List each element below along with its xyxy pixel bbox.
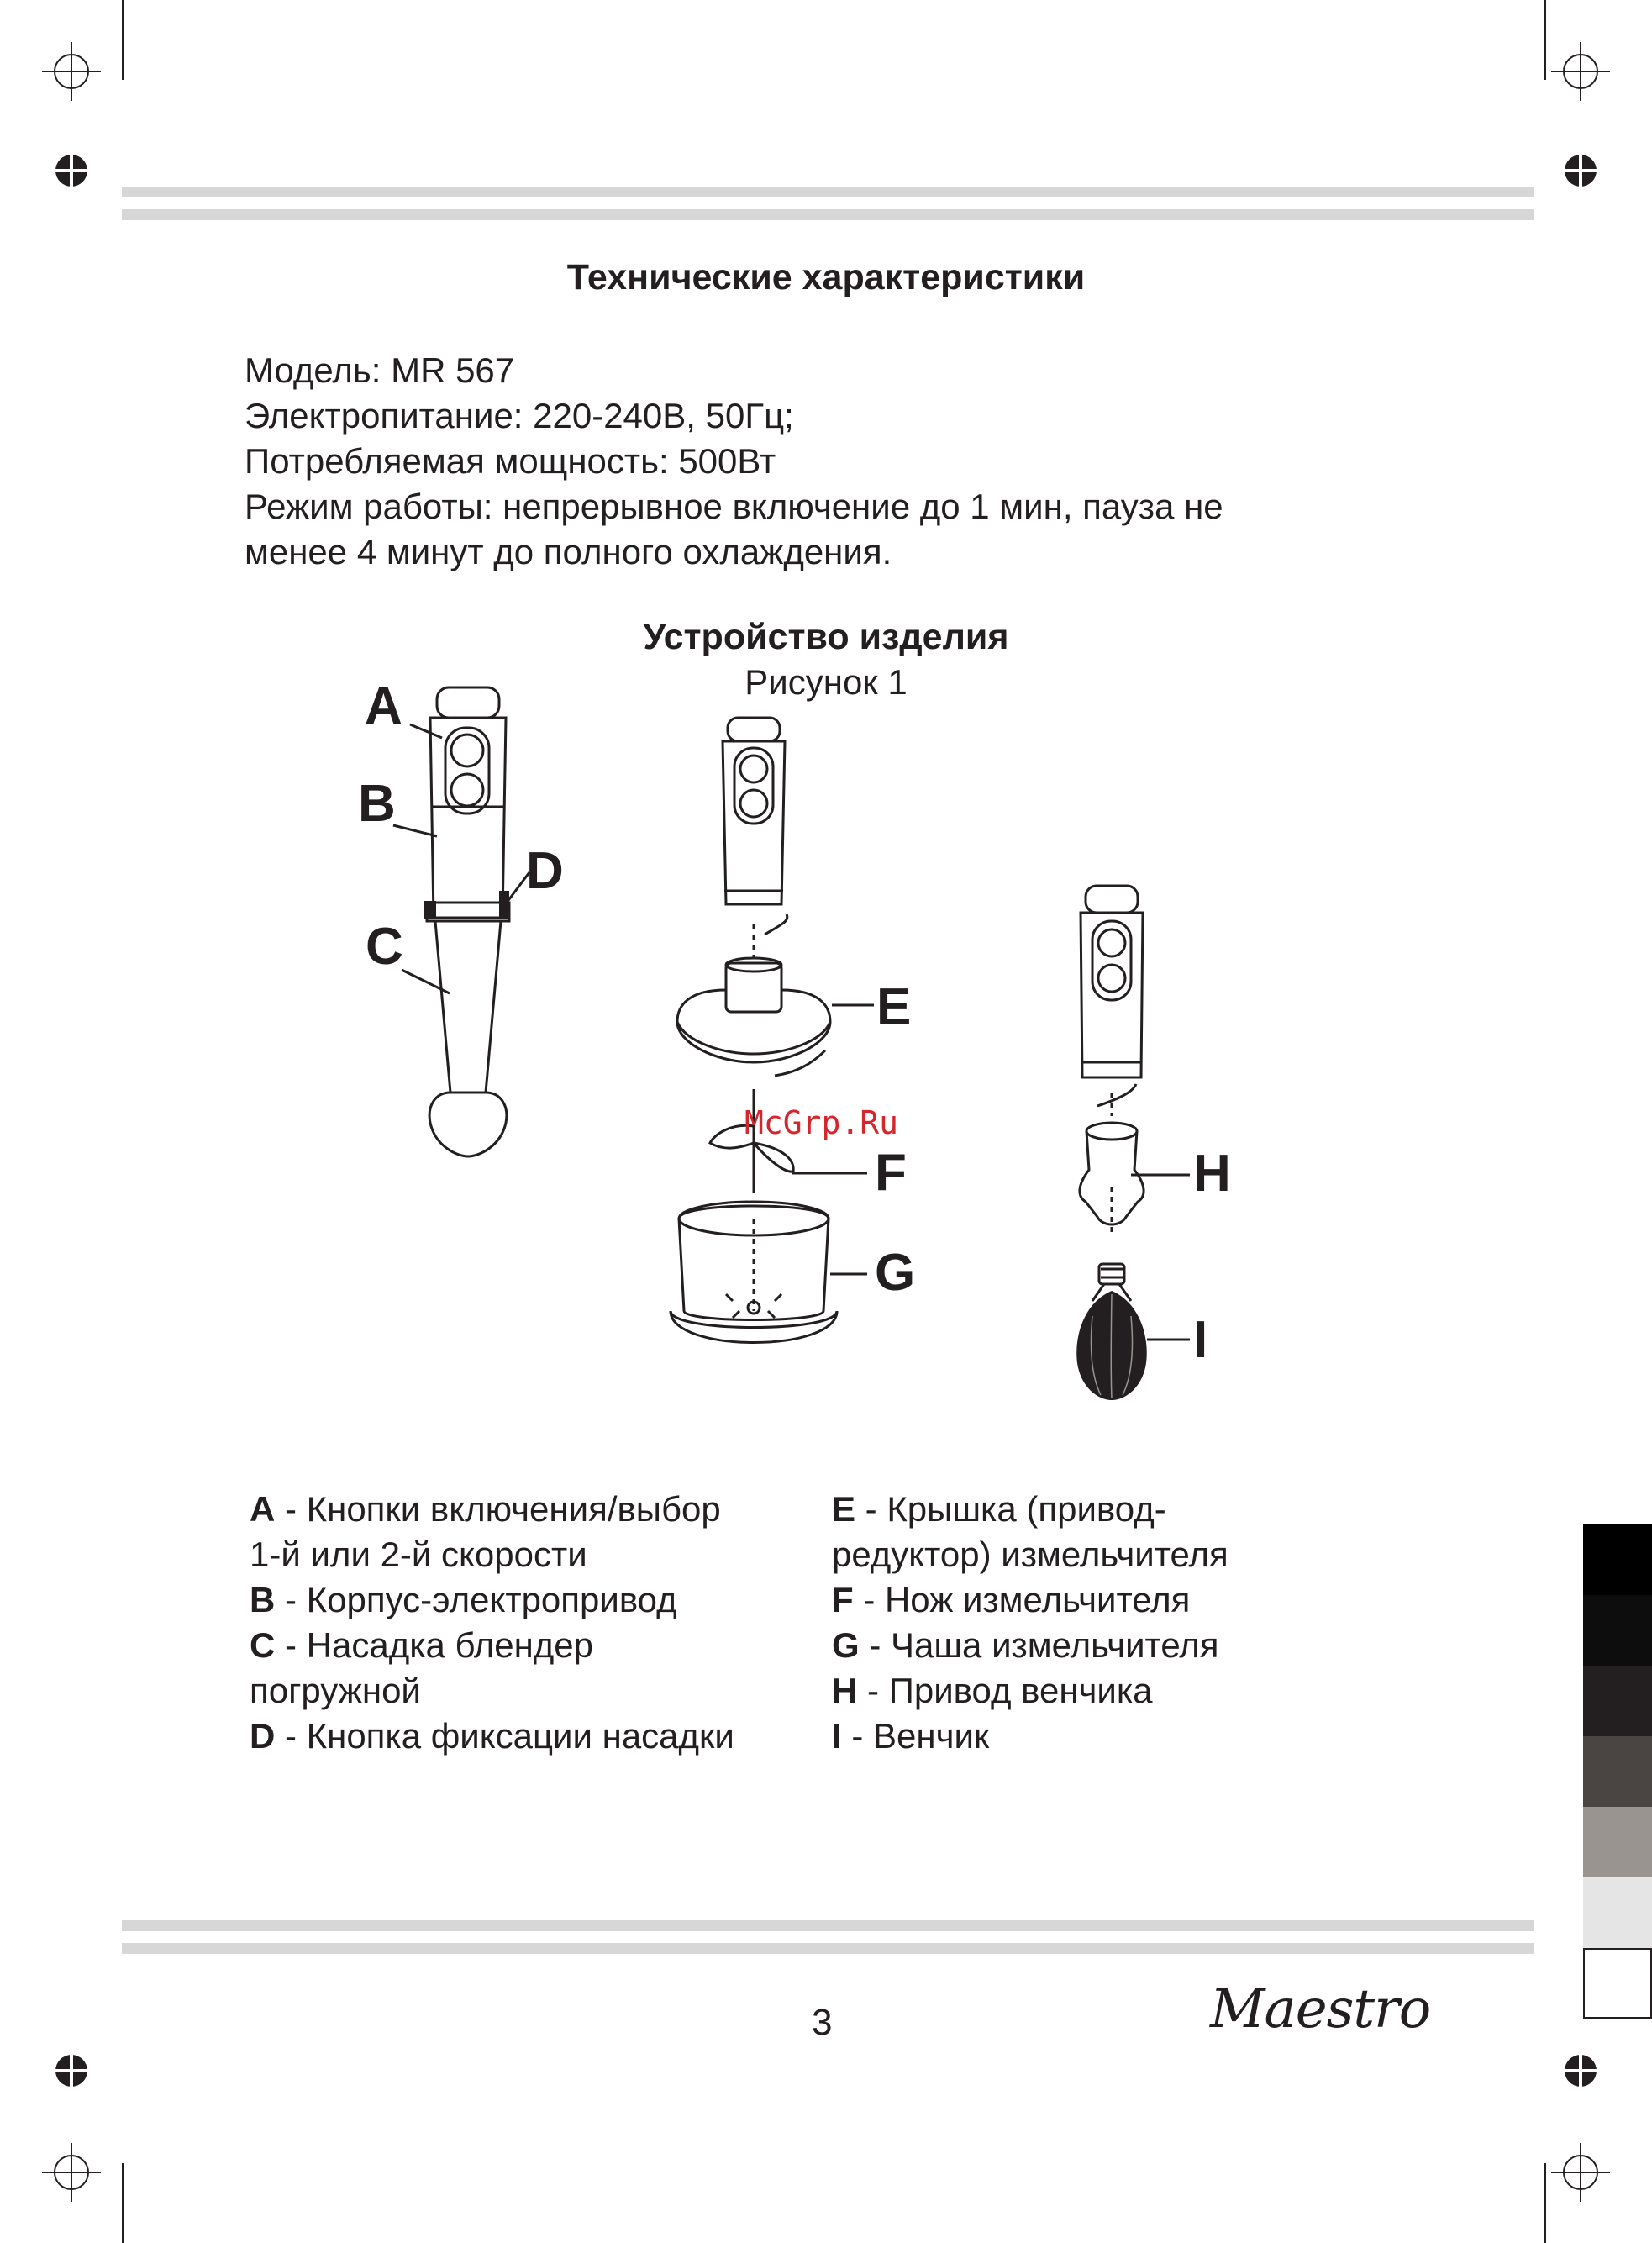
- whisk-drive-illustration: [1080, 1123, 1190, 1235]
- footer-rule-2: [122, 1943, 1534, 1954]
- legend-item: D - Кнопка фиксации насадки: [250, 1716, 734, 1756]
- footer-rule-1: [122, 1920, 1534, 1931]
- callout-d: D: [526, 842, 564, 900]
- callout-i: I: [1193, 1311, 1208, 1369]
- figure-caption: Рисунок 1: [744, 662, 908, 702]
- legend-left-column: [250, 1487, 734, 1759]
- color-swatch: [1583, 1948, 1652, 2019]
- callout-c: C: [366, 918, 403, 976]
- blender-body-illustration: [427, 687, 509, 1156]
- legend-item: I - Венчик: [832, 1716, 990, 1756]
- callout-b: B: [358, 775, 396, 833]
- spec-power-supply: Электропитание: 220-240В, 50Гц;: [245, 396, 794, 435]
- spec-model: Модель: MR 567: [245, 350, 515, 390]
- callout-e: E: [876, 978, 912, 1036]
- whisk-motor-illustration: [1081, 886, 1143, 1116]
- legend-item: E - Крышка (привод-: [832, 1489, 1166, 1529]
- chopper-bowl-illustration: [671, 1202, 867, 1343]
- legend-item: редуктор) измельчителя: [832, 1535, 1228, 1574]
- legend-item: C - Насадка блендер: [250, 1625, 593, 1665]
- spec-power-consumption: Потребляемая мощность: 500Вт: [245, 441, 776, 481]
- color-swatch: [1583, 1736, 1652, 1807]
- legend-item: A - Кнопки включения/выбор: [250, 1489, 721, 1529]
- watermark-text: McGrp.Ru: [744, 1104, 899, 1141]
- legend-item: 1-й или 2-й скорости: [250, 1535, 587, 1574]
- page-number: 3: [812, 2002, 833, 2043]
- legend-item: погружной: [250, 1671, 421, 1710]
- legend-item: F - Нож измельчителя: [832, 1580, 1191, 1619]
- device-section-title: Устройство изделия: [643, 617, 1009, 657]
- color-swatch: [1583, 1666, 1652, 1736]
- color-swatch: [1583, 1524, 1652, 1595]
- color-swatch: [1583, 1807, 1652, 1877]
- callout-g: G: [875, 1244, 916, 1302]
- legend-item: B - Корпус-электропривод: [250, 1580, 677, 1619]
- chopper-motor-illustration: [723, 718, 787, 958]
- legend-item: G - Чаша измельчителя: [832, 1625, 1219, 1665]
- blender-attachment-fill: [424, 891, 509, 919]
- callout-f: F: [875, 1144, 907, 1202]
- callout-a: A: [365, 677, 402, 735]
- legend-right-column: [832, 1487, 1228, 1759]
- spec-mode-line2: менее 4 минут до полного охлаждения.: [245, 532, 892, 571]
- color-swatch: [1583, 1877, 1652, 1948]
- spec-mode-line1: Режим работы: непрерывное включение до 1 мин, пауза не: [245, 487, 1223, 526]
- page-title: Технические характеристики: [566, 257, 1086, 297]
- callout-h: H: [1193, 1145, 1231, 1203]
- brand-logo: Maestro: [1210, 1978, 1431, 2040]
- legend-item: H - Привод венчика: [832, 1671, 1153, 1710]
- color-swatch: [1583, 1595, 1652, 1666]
- chopper-lid-illustration: [677, 958, 874, 1076]
